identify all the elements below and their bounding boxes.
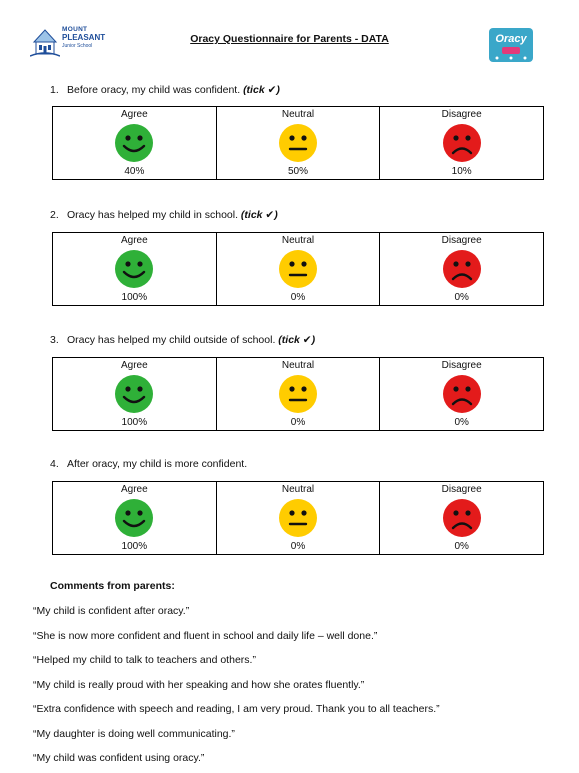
option-neutral bbox=[216, 233, 380, 305]
option-disagree bbox=[379, 107, 543, 179]
smiley-face-icon bbox=[114, 374, 154, 414]
neutral-face-icon bbox=[278, 249, 318, 289]
option-agree bbox=[53, 358, 216, 430]
option-label: Disagree bbox=[441, 109, 482, 120]
option-percent: 0% bbox=[290, 417, 306, 428]
option-neutral bbox=[216, 358, 380, 430]
oracy-logo-text: Oracy bbox=[495, 33, 527, 45]
option-label: Neutral bbox=[281, 235, 315, 246]
question-number: 2. bbox=[50, 209, 59, 221]
option-agree bbox=[53, 482, 216, 554]
option-percent: 50% bbox=[288, 166, 309, 177]
option-neutral bbox=[216, 107, 380, 179]
neutral-face-icon bbox=[278, 123, 318, 163]
tick-instruction: (tick ✔) bbox=[278, 334, 316, 346]
question-text: After oracy, my child is more confident. bbox=[67, 458, 248, 470]
option-percent: 100% bbox=[121, 417, 148, 428]
question-text: Oracy has helped my child in school. bbox=[67, 209, 238, 221]
question-number: 3. bbox=[50, 334, 59, 346]
option-label: Agree bbox=[120, 484, 148, 495]
smiley-face-icon bbox=[114, 498, 154, 538]
parent-comment: “My child is confident after oracy.” bbox=[33, 605, 190, 617]
option-percent: 0% bbox=[290, 541, 306, 552]
option-label: Agree bbox=[120, 109, 148, 120]
option-percent: 40% bbox=[124, 166, 145, 177]
parent-comment: “My child is really proud with her speaking and how she orates fluently.” bbox=[33, 679, 365, 691]
option-label: Disagree bbox=[441, 235, 482, 246]
question-4 bbox=[50, 458, 247, 470]
school-logo-line1: MOUNT bbox=[62, 26, 88, 33]
option-label: Neutral bbox=[281, 360, 315, 371]
sad-face-icon bbox=[442, 249, 482, 289]
option-agree bbox=[53, 107, 216, 179]
neutral-face-icon bbox=[278, 374, 318, 414]
option-agree bbox=[53, 233, 216, 305]
response-table-3 bbox=[52, 357, 544, 431]
sad-face-icon bbox=[442, 374, 482, 414]
smiley-face-icon bbox=[114, 123, 154, 163]
sad-face-icon bbox=[442, 498, 482, 538]
tick-instruction: (tick ✔) bbox=[243, 84, 280, 96]
response-table-1 bbox=[52, 106, 544, 180]
option-percent: 0% bbox=[454, 292, 469, 303]
option-label: Disagree bbox=[441, 360, 482, 371]
page-title: Oracy Questionnaire for Parents - DATA bbox=[190, 33, 389, 45]
school-logo-line3: Junior School bbox=[62, 43, 93, 49]
question-number: 4. bbox=[50, 458, 59, 470]
oracy-logo-icon bbox=[489, 28, 533, 62]
question-number: 1. bbox=[50, 84, 59, 96]
option-neutral bbox=[216, 482, 380, 554]
neutral-face-icon bbox=[278, 498, 318, 538]
option-disagree bbox=[379, 233, 543, 305]
option-percent: 0% bbox=[454, 417, 469, 428]
option-disagree bbox=[379, 482, 543, 554]
comments-heading: Comments from parents: bbox=[50, 580, 175, 592]
option-label: Agree bbox=[120, 360, 148, 371]
response-table-2 bbox=[52, 232, 544, 306]
oracy-logo bbox=[489, 28, 533, 62]
parent-comment: “My child was confident using oracy.” bbox=[33, 752, 205, 764]
parent-comment: “Helped my child to talk to teachers and others.” bbox=[33, 654, 256, 666]
smiley-face-icon bbox=[114, 249, 154, 289]
option-percent: 0% bbox=[454, 541, 469, 552]
response-table-4 bbox=[52, 481, 544, 555]
option-label: Agree bbox=[120, 235, 148, 246]
parent-comment: “My daughter is doing well communicating.” bbox=[33, 728, 235, 740]
option-label: Disagree bbox=[441, 484, 482, 495]
option-percent: 100% bbox=[121, 541, 148, 552]
question-2 bbox=[50, 209, 278, 221]
option-percent: 100% bbox=[121, 292, 148, 303]
option-percent: 0% bbox=[290, 292, 306, 303]
school-logo-line2: PLEASANT bbox=[62, 33, 106, 42]
option-label: Neutral bbox=[281, 109, 315, 120]
question-text: Before oracy, my child was confident. bbox=[67, 84, 241, 96]
parent-comment: “Extra confidence with speech and reading, I am very proud. Thank you to all teachers.” bbox=[33, 703, 440, 715]
question-1 bbox=[50, 84, 280, 96]
sad-face-icon bbox=[442, 123, 482, 163]
option-disagree bbox=[379, 358, 543, 430]
parent-comment: “She is now more confident and fluent in school and daily life – well done.” bbox=[33, 630, 378, 642]
question-3 bbox=[50, 334, 315, 346]
tick-instruction: (tick ✔) bbox=[240, 209, 278, 221]
option-percent: 10% bbox=[451, 166, 472, 177]
question-text: Oracy has helped my child outside of school. bbox=[67, 334, 276, 346]
option-label: Neutral bbox=[281, 484, 315, 495]
